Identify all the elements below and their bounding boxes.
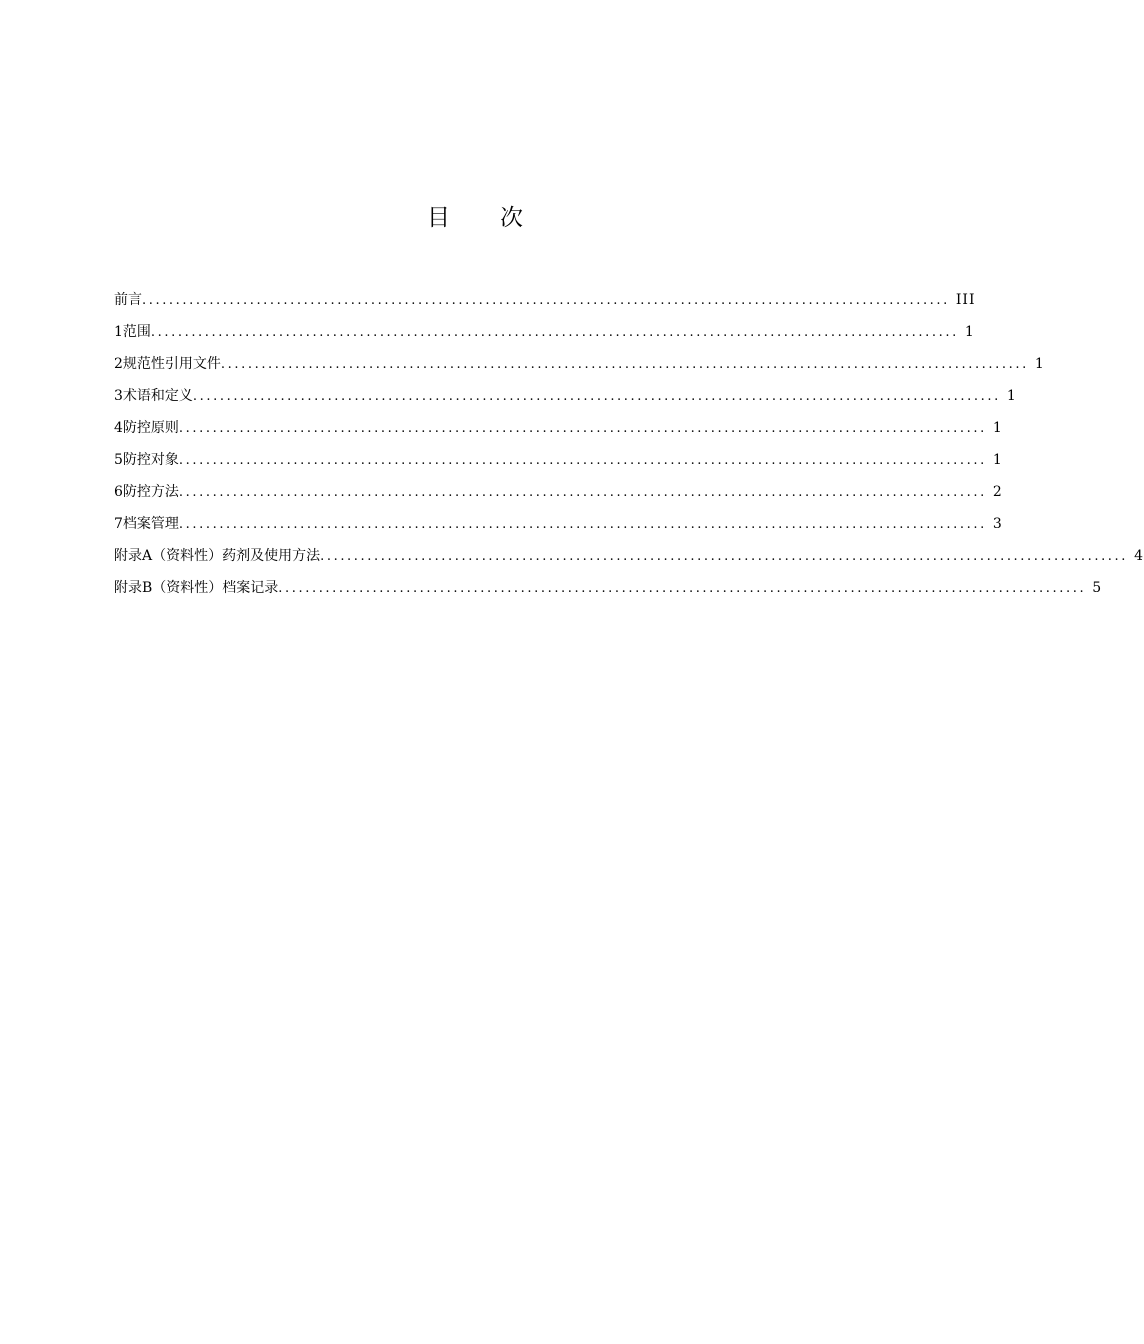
toc-entry-label: 范围: [122, 324, 151, 340]
toc-entry-number: 6: [114, 484, 123, 500]
toc-entry-page: 1: [992, 452, 1003, 468]
toc-entry-preface[interactable]: [114, 288, 976, 320]
toc-entry-page: 1: [964, 324, 975, 340]
toc-entry-label: 防控方法: [122, 484, 179, 500]
toc-entry-label: 档案管理: [122, 516, 179, 532]
toc-entry-page: 5: [1092, 580, 1103, 596]
toc-entry-number: 5: [114, 452, 123, 468]
toc-entry-7[interactable]: [114, 512, 1003, 544]
toc-entry-appendix-a[interactable]: [114, 544, 1144, 576]
toc-entry-3[interactable]: [114, 384, 1017, 416]
toc-dot-leader: ........................................................................................................................: [178, 421, 987, 436]
toc-entry-number: 4: [114, 420, 123, 436]
toc-entry-page: 1: [992, 420, 1003, 436]
toc-entry-label: 术语和定义: [122, 388, 193, 404]
toc-entry-1[interactable]: [114, 320, 975, 352]
toc-entry-label: 药剂及使用方法: [222, 548, 321, 564]
toc-entry-2[interactable]: [114, 352, 1045, 384]
toc-dot-leader: ........................................................................................................................: [178, 453, 987, 468]
toc-entry-number: 2: [114, 356, 123, 372]
toc-entry-page: 1: [1034, 356, 1045, 372]
toc-dot-leader: ........................................................................................................................: [150, 325, 959, 340]
page-title-char-1: 目: [427, 205, 450, 231]
toc-dot-leader: ........................................................................................................................: [320, 549, 1129, 564]
page-title-char-2: 次: [500, 205, 523, 231]
toc-dot-leader: ........................................................................................................................: [142, 293, 950, 308]
toc-dot-leader: ........................................................................................................................: [278, 581, 1087, 596]
toc-entry-4[interactable]: [114, 416, 1003, 448]
toc-entry-number: 3: [114, 388, 123, 404]
toc-entry-page: 2: [992, 484, 1003, 500]
page-title: [0, 200, 950, 236]
toc-dot-leader: ........................................................................................................................: [220, 357, 1029, 372]
toc-entry-appendix-b[interactable]: [114, 576, 1103, 608]
toc-dot-leader: ........................................................................................................................: [178, 485, 987, 500]
toc-entry-number: 7: [114, 516, 123, 532]
table-of-contents: [114, 288, 1144, 608]
toc-entry-label: 档案记录: [222, 580, 279, 596]
toc-entry-page: III: [955, 292, 976, 308]
toc-entry-label: 防控对象: [122, 452, 179, 468]
toc-entry-5[interactable]: [114, 448, 1003, 480]
toc-entry-page: 3: [992, 516, 1003, 532]
toc-dot-leader: ........................................................................................................................: [178, 517, 987, 532]
toc-entry-number: 1: [114, 324, 123, 340]
toc-entry-label: 前言: [114, 292, 142, 308]
toc-dot-leader: ........................................................................................................................: [192, 389, 1001, 404]
toc-entry-6[interactable]: [114, 480, 1003, 512]
toc-entry-label: 规范性引用文件: [122, 356, 221, 372]
toc-appendix-prefix: 附录B（资料性）: [114, 580, 223, 596]
toc-entry-label: 防控原则: [122, 420, 179, 436]
toc-appendix-prefix: 附录A（资料性）: [114, 548, 223, 564]
toc-entry-page: 4: [1134, 548, 1144, 564]
toc-entry-page: 1: [1006, 388, 1017, 404]
